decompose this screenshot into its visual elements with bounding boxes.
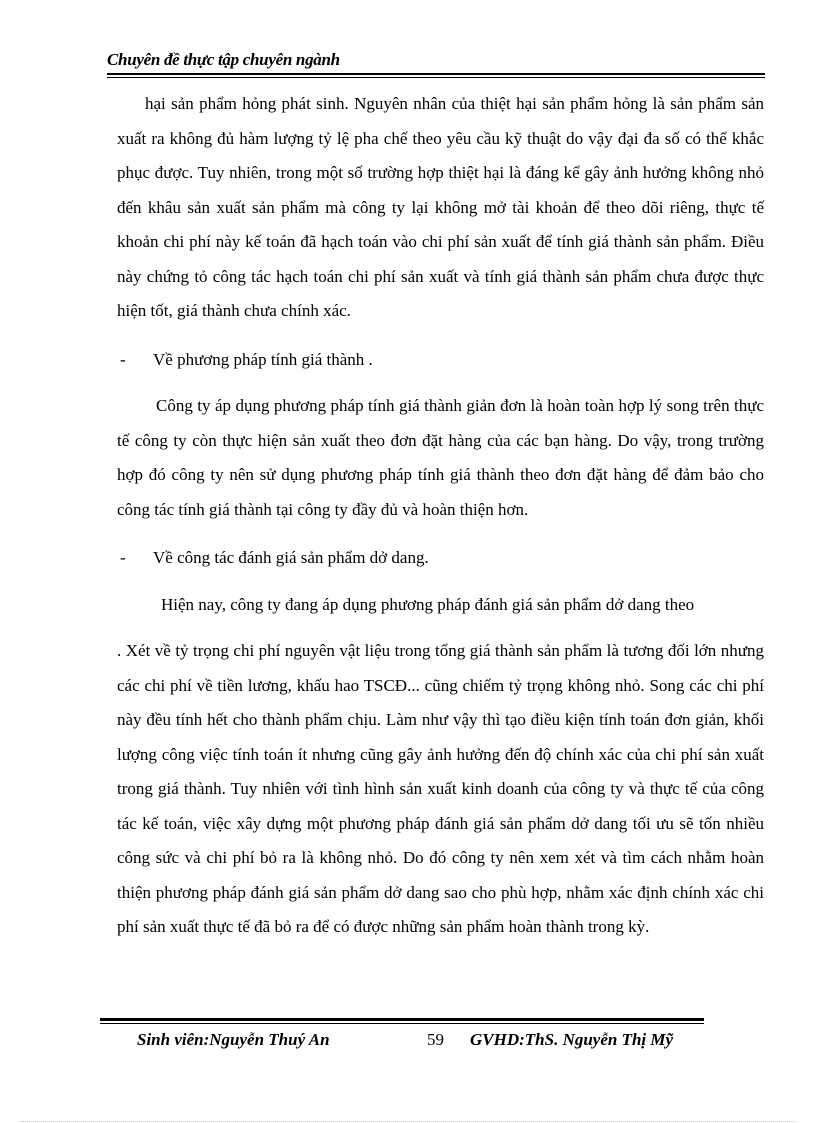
footer-rule-thick — [100, 1018, 704, 1021]
paragraph-costing-method: Công ty áp dụng phương pháp tính giá thành giản đơn là hoàn toàn hợp lý song trên thực tế công ty còn thực hiện sản xuất theo đơn đặt hàng của các bạn hàng. Do vậy, trong trường hợp đó công ty nên sử dụng phương pháp tính giá thành theo đơn đặt hàng để đảm bảo cho công tác tính giá thành tại công ty đầy đủ và hoàn thiện hơn. — [117, 396, 764, 519]
bullet-wip-valuation-text: Về công tác đánh giá sản phẩm dở dang. — [153, 548, 429, 567]
page-number: 59 — [427, 1030, 444, 1049]
spacer — [117, 622, 764, 634]
footer-advisor: GVHD:ThS. Nguyễn Thị Mỹ — [470, 1030, 674, 1049]
header-rule-thin — [107, 77, 765, 78]
document-body — [117, 87, 764, 945]
paragraph-wip-intro: Hiện nay, công ty đang áp dụng phương pháp đánh giá sản phẩm dở dang theo — [161, 594, 695, 614]
footer-rule-thin — [100, 1023, 704, 1024]
bullet-dash: - — [120, 349, 126, 369]
footer-student: Sinh viên:Nguyễn Thuý An — [137, 1030, 330, 1049]
bullet-costing-method-text: Về phương pháp tính giá thành . — [153, 349, 373, 369]
spacer — [117, 576, 764, 588]
bullet-costing-method — [117, 343, 764, 378]
paragraph-wip-analysis: . Xét về tỷ trọng chi phí nguyên vật liệu trong tổng giá thành sản phẩm là tương đối lớn nhưng các chi phí về tiền lương, khấu hao TSCĐ... cũng chiếm tỷ trọng không nhỏ. Song các chi phí này đều tính hết cho thành phẩm chịu. Làm như vậy thì tạo điều kiện tính toán đơn giản, khối lượng công việc tính toán ít nhưng cũng gây ảnh hưởng đến độ chính xác của chi phí sản xuất trong giá thành. Tuy nhiên với tình hình sản xuất kinh doanh của công ty và thực tế của công tác kế toán, việc xây dựng một phương pháp đánh giá sản phẩm dở dang tối ưu sẽ tốn nhiều công sức và chi phí bỏ ra là không nhỏ. Do đó công ty nên xem xét và tìm cách nhằm hoàn thiện phương pháp đánh giá sản phẩm dở dang sao cho phù hợp, nhằm xác định chính xác chi phí sản xuất thực tế đã bỏ ra để có được những sản phẩm hoàn thành trong kỳ. — [117, 641, 764, 936]
page-edge-dotted-line — [20, 1121, 796, 1122]
bullet-wip-valuation — [117, 541, 764, 576]
spacer — [117, 329, 764, 343]
footer-row — [100, 1030, 704, 1054]
spacer — [117, 527, 764, 541]
paragraph-damaged-products: hại sản phẩm hỏng phát sinh. Nguyên nhân của thiệt hại sản phẩm hỏng là sản phẩm sản xuất ra không đủ hàm lượng tỷ lệ pha chế theo yêu cầu kỹ thuật do vậy đại đa số có thể khắc phục được. Tuy nhiên, trong một số trường hợp thiệt hại là đáng kể gây ảnh hưởng không nhỏ đến khâu sản xuất sản phẩm mà công ty lại không mở tài khoản để theo dõi riêng, thực tế khoản chi phí này kế toán đã hạch toán vào chi phí sản xuất để tính giá thành sản phẩm. Điều này chứng tỏ công tác hạch toán chi phí sản xuất và tính giá thành sản phẩm chưa được thực hiện tốt, giá thành chưa chính xác. — [117, 94, 764, 320]
page-header — [107, 50, 765, 70]
header-title: Chuyên đề thực tập chuyên ngành — [107, 50, 340, 69]
header-rule-thick — [107, 73, 765, 75]
bullet-dash: - — [120, 548, 126, 567]
spacer — [117, 377, 764, 389]
